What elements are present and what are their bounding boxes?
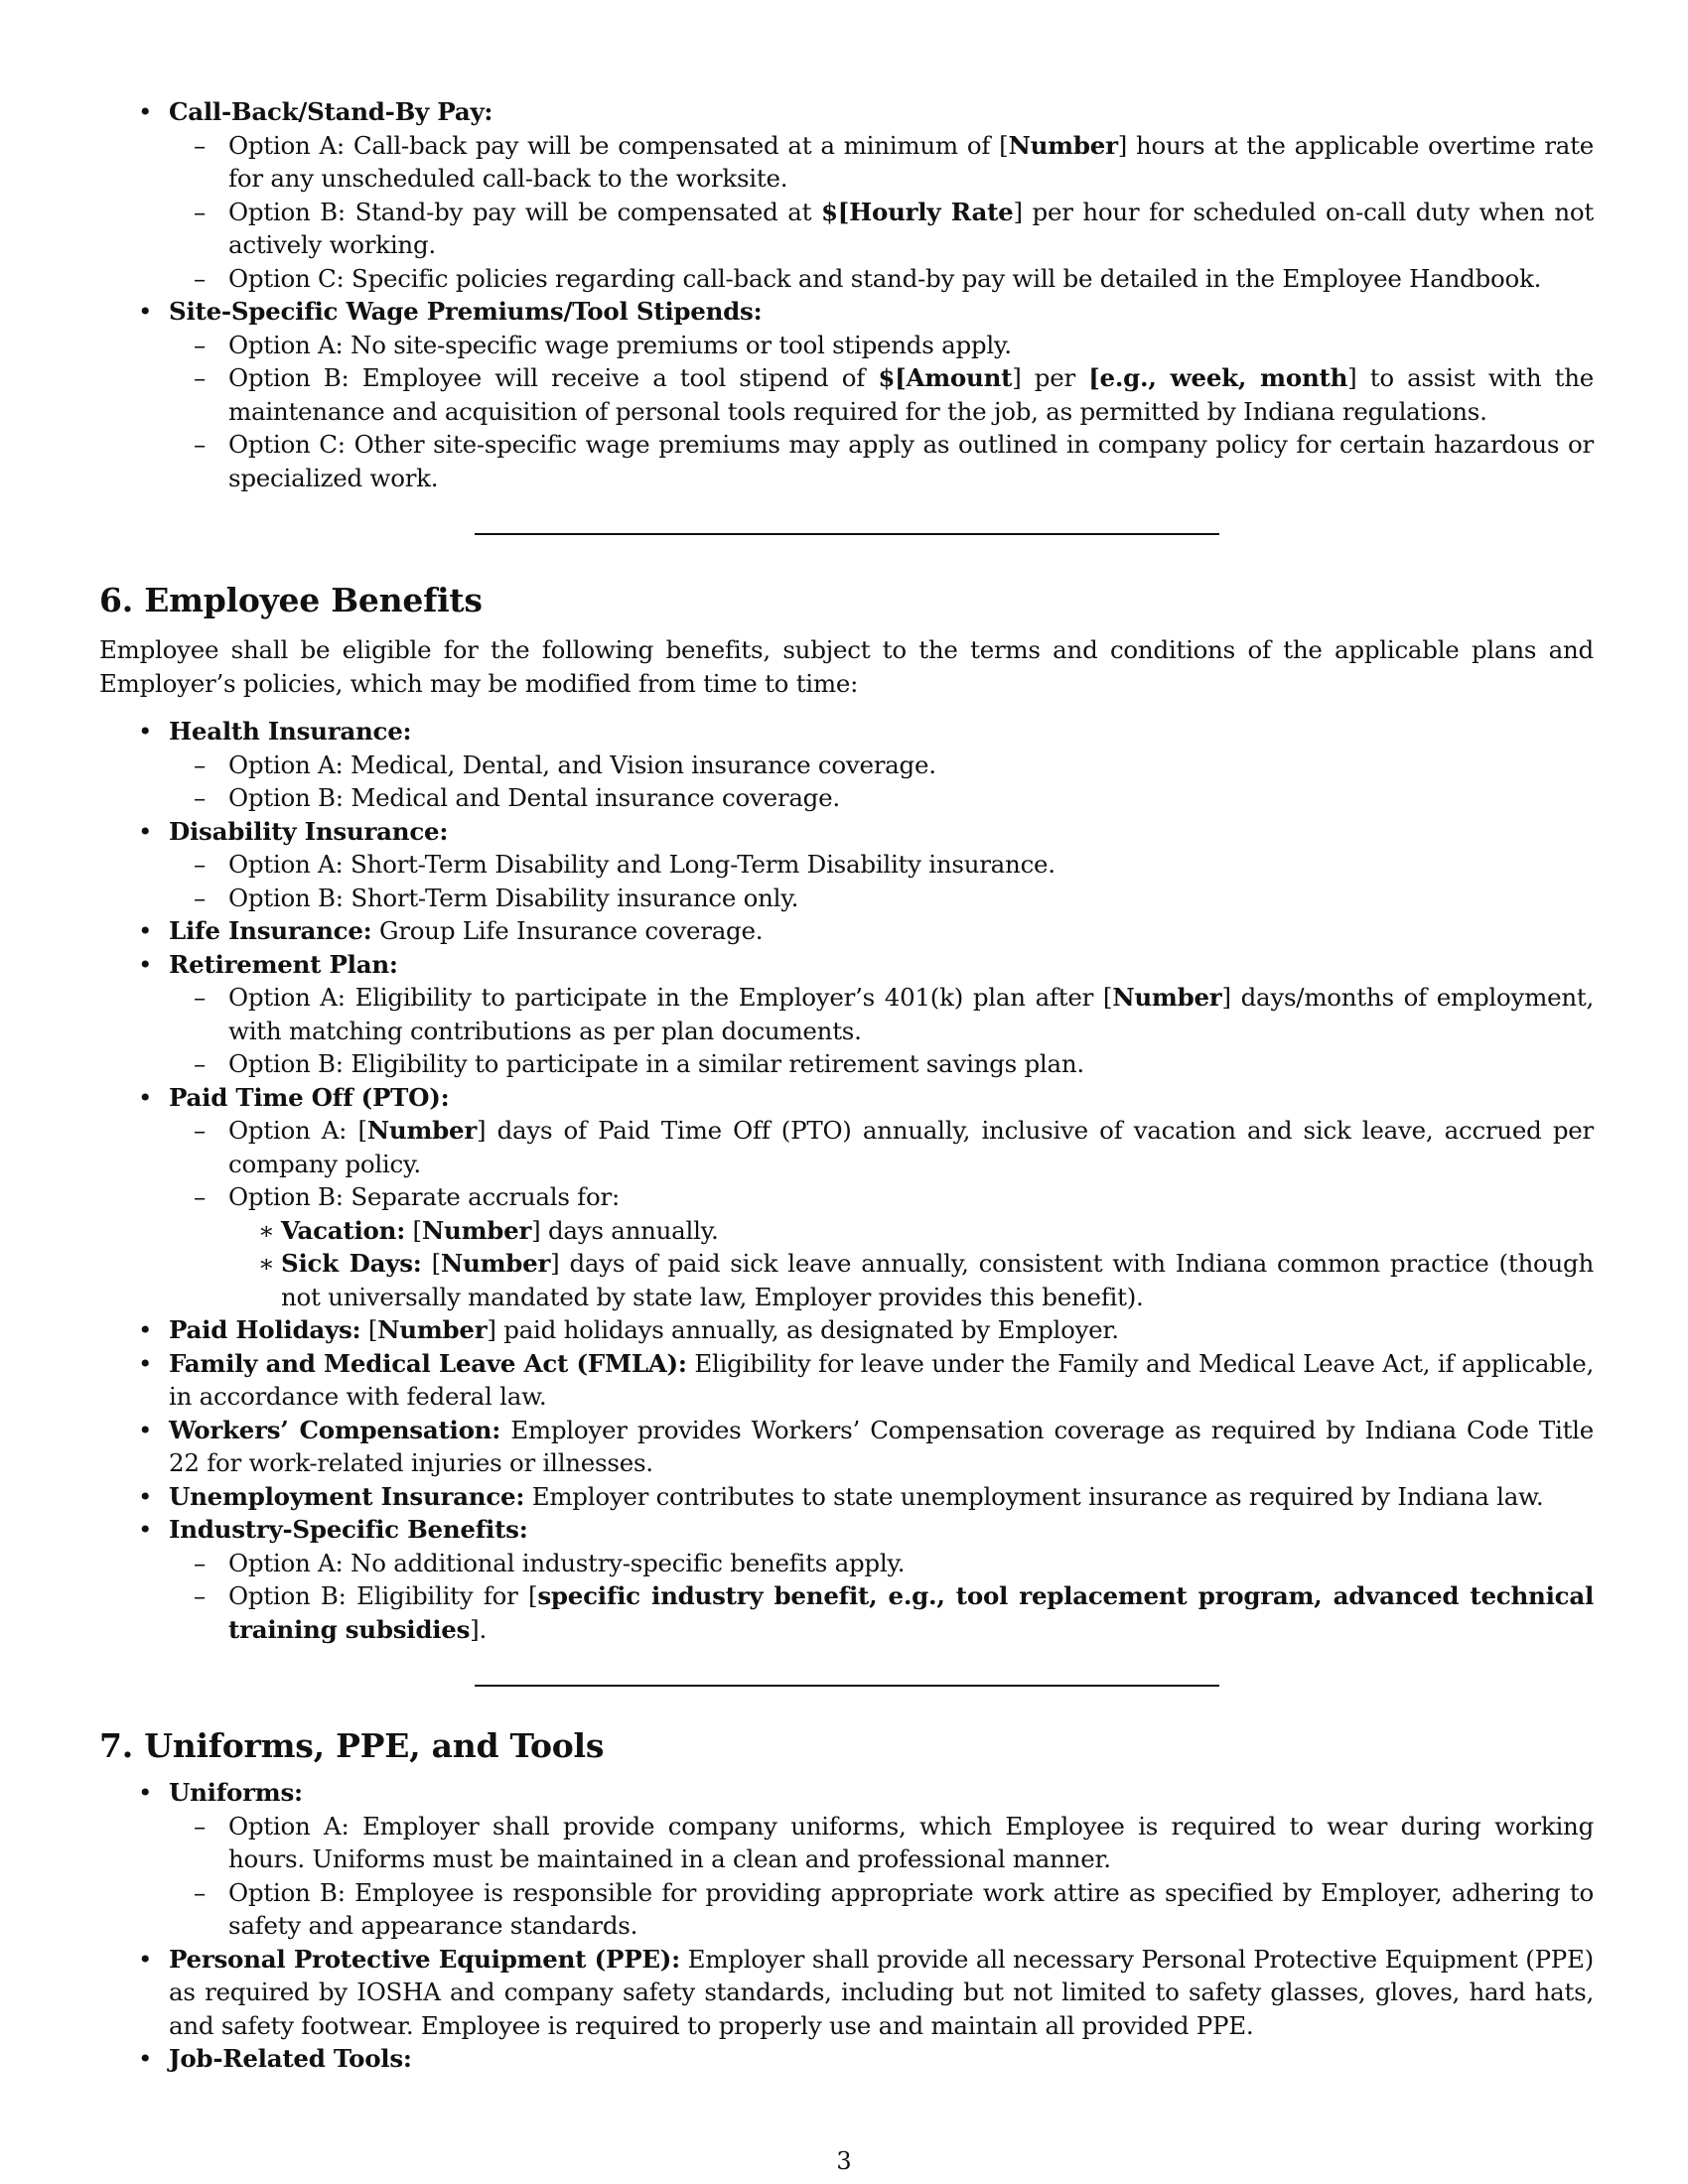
option-item: – Option A: Employer shall provide company uniforms, which Employee is required to wear during working hours. Uniforms must be maintained in a clean and professional manner. — [194, 1811, 1594, 1873]
list-item-health — [99, 715, 1594, 815]
list-item-fmla: • Family and Medical Leave Act (FMLA): Eligibility for leave under the Family and Medical Leave Act, if applicable, in accordance with federal law. — [138, 1348, 1594, 1411]
bullet: • — [138, 1515, 153, 1544]
dash: – — [194, 1049, 206, 1078]
item-title: Disability Insurance: — [169, 816, 449, 846]
sub-sub-list — [228, 1214, 1594, 1314]
accrual-item-vacation: ∗ Vacation: [Number] days annually. — [228, 1214, 1594, 1248]
dash: – — [194, 983, 206, 1012]
item-title: Industry-Specific Benefits: — [169, 1515, 528, 1544]
item-title: Life Insurance: — [169, 916, 372, 945]
bullet: • — [138, 297, 153, 326]
bullet: • — [138, 1415, 153, 1444]
item-title: Personal Protective Equipment (PPE): — [169, 1944, 680, 1974]
section5-list — [99, 95, 1594, 494]
item-title: Paid Time Off (PTO): — [169, 1082, 450, 1112]
dash: – — [194, 430, 206, 459]
item-title: Family and Medical Leave Act (FMLA): — [169, 1348, 687, 1378]
star: ∗ — [258, 1249, 275, 1278]
bullet: • — [138, 949, 153, 979]
benefits-list — [99, 715, 1594, 1646]
bullet: • — [138, 816, 153, 846]
option-item: – Option C: Other site-specific wage premiums may apply as outlined in company policy for certain hazardous or specialized work. — [194, 430, 1594, 492]
dash: – — [194, 850, 206, 879]
option-item: – Option A: No additional industry-specific benefits apply. — [169, 1547, 1594, 1580]
document-page — [99, 95, 1594, 2076]
list-item-disability — [99, 815, 1594, 915]
option-item: – Option B: Eligibility to participate in a similar retirement savings plan. — [169, 1047, 1594, 1081]
item-title: Uniforms: — [169, 1778, 303, 1807]
item-title: Paid Holidays: — [169, 1315, 361, 1344]
dash: – — [194, 750, 206, 779]
bullet: • — [138, 1315, 153, 1344]
dash: – — [194, 883, 206, 912]
section-intro: Employee shall be eligible for the following benefits, subject to the terms and conditions of the applicable plans and Employer’s policies, which may be modified from time to time: — [99, 635, 1594, 698]
list-item-retirement — [99, 948, 1594, 1081]
item-title: Site-Specific Wage Premiums/Tool Stipends: — [169, 297, 763, 326]
dash: – — [194, 263, 206, 293]
item-title: Job-Related Tools: — [169, 2044, 412, 2073]
sub-list — [169, 749, 1594, 815]
list-item-pto — [99, 1081, 1594, 1314]
sub-list — [169, 129, 1594, 296]
dash: – — [194, 1182, 206, 1211]
bullet: • — [138, 1778, 153, 1807]
bullet: • — [138, 717, 153, 746]
dash: – — [194, 130, 206, 160]
option-item: – Option B: Employee is responsible for providing appropriate work attire as specified by Employer, adhering to safety and appearance standards. — [194, 1877, 1594, 1940]
dash: – — [194, 1116, 206, 1145]
option-item: – Option A: No site-specific wage premiums or tool stipends apply. — [169, 329, 1594, 362]
option-item: – Option A: Short-Term Disability and Long-Term Disability insurance. — [169, 848, 1594, 882]
option-item: – Option B: Short-Term Disability insurance only. — [169, 882, 1594, 915]
option-item: – Option C: Specific policies regarding call-back and stand-by pay will be detailed in the Employee Handbook. — [169, 262, 1594, 296]
sub-list — [169, 329, 1594, 495]
page-number: 3 — [836, 2147, 852, 2175]
sub-list — [169, 1114, 1594, 1313]
list-item-industry — [99, 1513, 1594, 1646]
option-item: – Option B: Stand-by pay will be compensated at $[Hourly Rate] per hour for scheduled on-call duty when not actively working. — [194, 197, 1595, 259]
list-item-uniforms — [99, 1776, 1594, 1943]
bullet: • — [138, 1082, 153, 1112]
sub-list — [169, 848, 1594, 914]
list-item-life: • Life Insurance: Group Life Insurance coverage. — [99, 914, 1594, 948]
section-divider — [475, 1685, 1219, 1687]
option-item: – Option A: Eligibility to participate in the Employer’s 401(k) plan after [Number] days/months of employment, with matching contributions as per plan documents. — [194, 983, 1594, 1045]
bullet: • — [138, 1944, 153, 1974]
bullet: • — [138, 2044, 153, 2073]
sub-list — [169, 1810, 1594, 1943]
item-title: Retirement Plan: — [169, 949, 398, 979]
section-divider — [475, 533, 1219, 535]
dash: – — [194, 1548, 206, 1577]
bullet: • — [138, 1348, 153, 1378]
sub-list — [169, 981, 1594, 1081]
accrual-item-sick-days: ∗ Sick Days: [Number] days of paid sick leave annually, consistent with Indiana common practice (though not universally mandated by state law, Employer provides this benefit). — [258, 1249, 1594, 1311]
list-item-unemployment: • Unemployment Insurance: Employer contributes to state unemployment insurance as required by Indiana law. — [99, 1480, 1594, 1514]
dash: – — [194, 1811, 206, 1841]
option-item: – Option A: [Number] days of Paid Time Off (PTO) annually, inclusive of vacation and sick leave, accrued per company policy. — [194, 1116, 1595, 1178]
item-title: Call-Back/Stand-By Pay: — [169, 97, 493, 126]
option-item: – Option A: Medical, Dental, and Vision insurance coverage. — [169, 749, 1594, 782]
list-item-workers-comp: • Workers’ Compensation: Employer provides Workers’ Compensation coverage as required by Indiana Code Title 22 for work-related injuries or illnesses. — [138, 1415, 1594, 1477]
sub-list — [169, 1547, 1594, 1647]
item-title: Health Insurance: — [169, 717, 412, 746]
list-item-callback — [99, 95, 1594, 295]
star: ∗ — [258, 1215, 275, 1245]
option-item: – Option A: Call-back pay will be compensated at a minimum of [Number] hours at the applicable overtime rate for any unscheduled call-back to the worksite. — [194, 130, 1594, 193]
bullet: • — [138, 1481, 153, 1511]
option-item: – Option B: Separate accruals for: ∗ Vacation: [Number] days annually. ∗ Sick Days: [Number] days of paid sick leave annually, consistent with Indiana common practice (though not universally mandated by state law, Employer provides this benefit). — [169, 1180, 1594, 1313]
list-item-tools — [99, 2042, 1594, 2076]
option-item: – Option B: Employee will receive a tool stipend of $[Amount] per [e.g., week, month] to assist with the maintenance and acquisition of personal tools required for the job, as permitted by Indiana regulations. — [194, 363, 1594, 426]
dash: – — [194, 783, 206, 812]
dash: – — [194, 363, 206, 392]
section-heading-benefits: 6. Employee Benefits — [99, 581, 483, 619]
uniforms-list — [99, 1776, 1594, 2076]
item-title: Workers’ Compensation: — [169, 1415, 501, 1444]
list-item-ppe: • Personal Protective Equipment (PPE): Employer shall provide all necessary Personal Protective Equipment (PPE) as required by IOSHA and company safety standards, including but not limited to safety glasses, gloves, hard hats, and safety footwear. Employee is required to properly use and maintain all provided PPE. — [138, 1944, 1594, 2040]
option-item: – Option B: Eligibility for [specific industry benefit, e.g., tool replacement program, advanced technical training subsidies]. — [194, 1581, 1594, 1644]
dash: – — [194, 1877, 206, 1907]
section-heading-uniforms: 7. Uniforms, PPE, and Tools — [99, 1726, 605, 1765]
dash: – — [194, 197, 206, 226]
dash: – — [194, 1581, 206, 1610]
bullet: • — [138, 97, 153, 126]
bullet: • — [138, 916, 153, 945]
list-item-holidays: • Paid Holidays: [Number] paid holidays annually, as designated by Employer. — [99, 1313, 1594, 1347]
option-item: – Option B: Medical and Dental insurance coverage. — [169, 781, 1594, 815]
dash: – — [194, 330, 206, 359]
list-item-site-premiums — [99, 295, 1594, 494]
item-title: Unemployment Insurance: — [169, 1481, 525, 1511]
